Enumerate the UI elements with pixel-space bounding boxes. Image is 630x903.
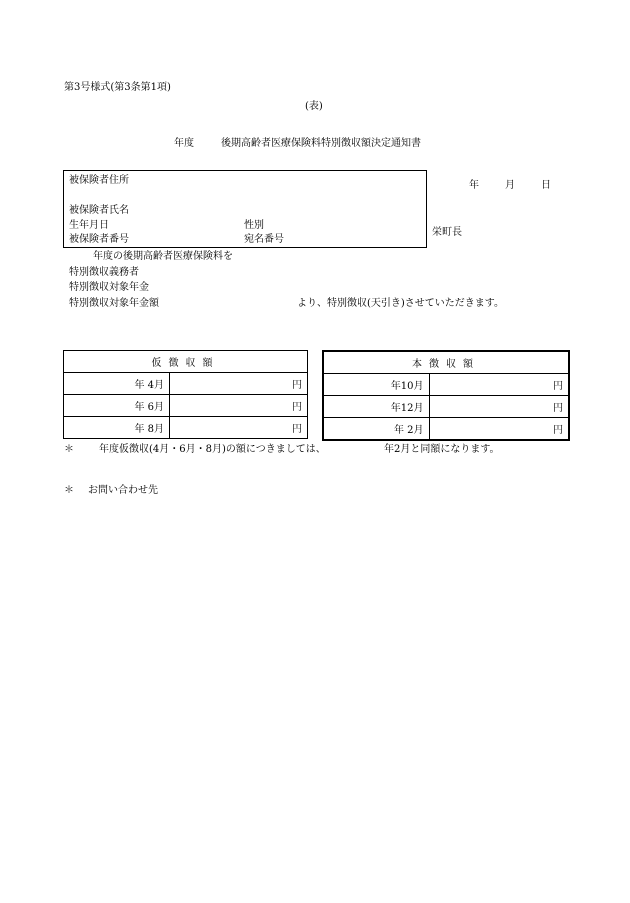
amount-cell: 円 — [429, 418, 569, 441]
address-label: 被保険者住所 — [69, 175, 129, 186]
note-provisional-text: 年度仮徴収(4月・6月・8月)の額につきましては、 — [99, 444, 326, 455]
side-label: (表) — [305, 101, 323, 112]
note-mark: ＊ — [64, 485, 74, 496]
amount-cell: 円 — [170, 373, 308, 395]
main-table-header: 本徴収額 — [323, 351, 569, 374]
date-month: 月 — [505, 180, 515, 191]
table-row — [323, 374, 569, 396]
birthdate-label: 生年月日 — [69, 220, 109, 231]
main-collection-table — [322, 350, 570, 441]
amount-cell: 円 — [429, 374, 569, 396]
table-row — [64, 373, 308, 395]
amount-cell: 円 — [429, 396, 569, 418]
pension-amount-label: 特別徴収対象年金額 — [69, 298, 159, 309]
amount-cell: 円 — [170, 417, 308, 439]
insured-info-box — [63, 170, 427, 248]
table-row — [64, 417, 308, 439]
form-number: 第3号様式(第3条第1項) — [64, 82, 171, 93]
obligor-label: 特別徴収義務者 — [69, 267, 139, 278]
date-day: 日 — [541, 180, 551, 191]
note-mark: ＊ — [64, 444, 74, 455]
page-title: 後期高齢者医療保険料特別徴収額決定通知書 — [221, 138, 421, 149]
sex-label: 性別 — [244, 220, 264, 231]
amount-cell: 円 — [170, 395, 308, 417]
intro-text: 年度の後期高齢者医療保険料を — [93, 251, 233, 262]
insured-number-label: 被保険者番号 — [69, 234, 129, 245]
issuer: 栄町長 — [432, 227, 462, 238]
pension-label: 特別徴収対象年金 — [69, 282, 149, 293]
provisional-collection-table — [63, 350, 308, 439]
month-cell: 年10月 — [323, 374, 429, 396]
addressee-number-label: 宛名番号 — [244, 234, 284, 245]
closing-text: より、特別徴収(天引き)させていただきます。 — [297, 298, 505, 309]
table-row — [323, 396, 569, 418]
month-cell: 年 8月 — [64, 417, 170, 439]
date-year: 年 — [469, 180, 479, 191]
provisional-table-header: 仮徴収額 — [64, 351, 308, 373]
month-cell: 年12月 — [323, 396, 429, 418]
title-year-label: 年度 — [174, 138, 194, 149]
name-label: 被保険者氏名 — [69, 205, 129, 216]
month-cell: 年 4月 — [64, 373, 170, 395]
month-cell: 年 6月 — [64, 395, 170, 417]
note-provisional-text-end: 年2月と同額になります。 — [384, 444, 500, 455]
contact-label: お問い合わせ先 — [88, 485, 158, 496]
table-row — [323, 418, 569, 441]
month-cell: 年 2月 — [323, 418, 429, 441]
table-row — [64, 395, 308, 417]
